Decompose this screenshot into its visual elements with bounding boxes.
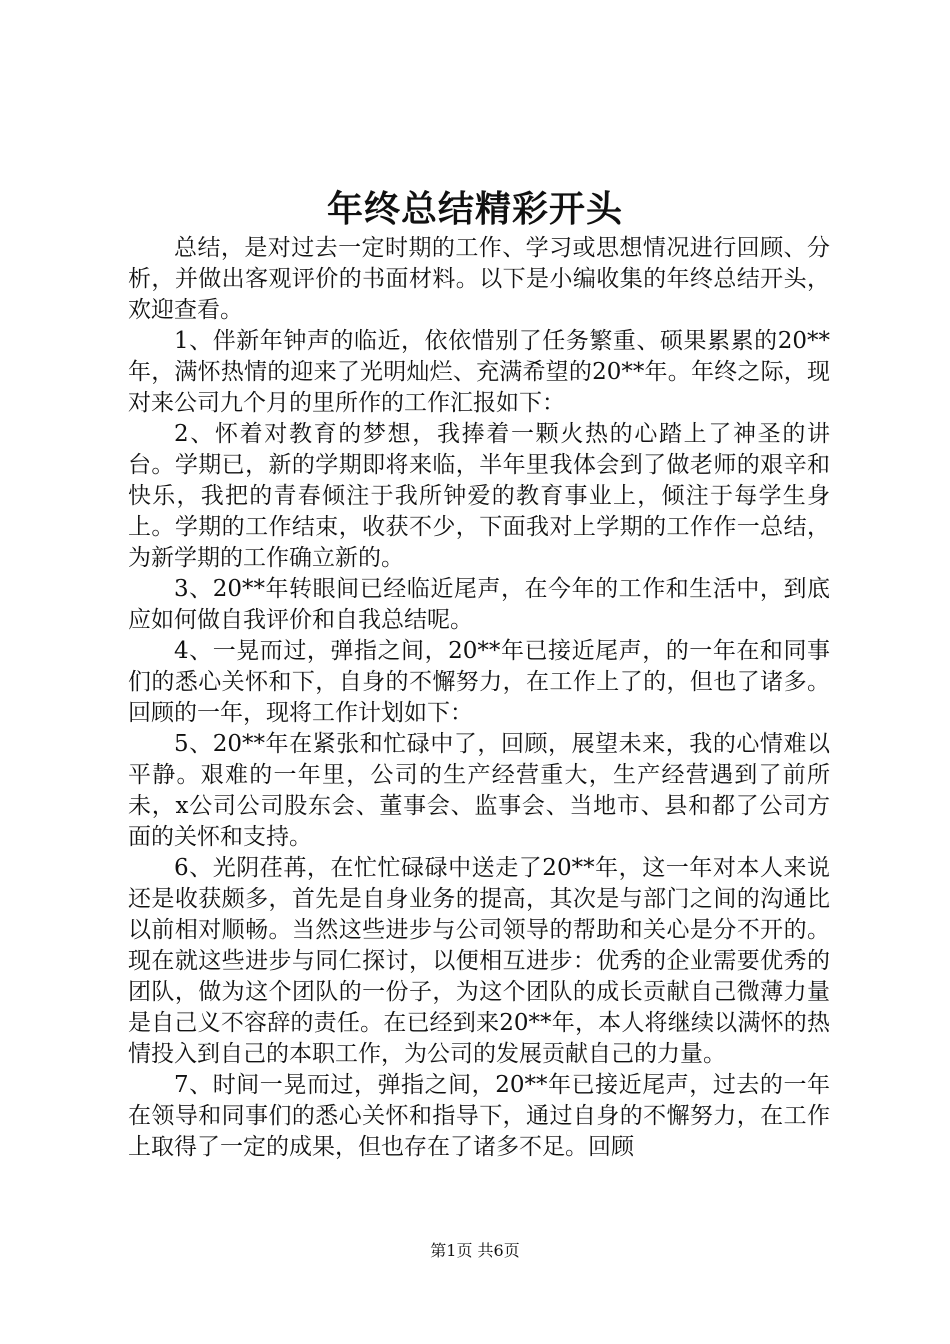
paragraph-6: 6、光阴荏苒，在忙忙碌碌中送走了20**年，这一年对本人来说还是收获颇多，首先是自身业务的提高，其次是与部门之间的沟通比以前相对顺畅。当然这些进步与公司领导的帮助和关心是分不开的。现在就这些进步与同仁探讨，以便相互进步：优秀的企业需要优秀的团队，做为这个团队的一份子，为这个团队的成长贡献自己微薄力量是自己义不容辞的责任。在已经到来20**年，本人将继续以满怀的热情投入到自己的本职工作，为公司的发展贡献自己的力量。	[128, 855, 830, 1067]
paragraph-4: 4、一晃而过，弹指之间，20**年已接近尾声，的一年在和同事们的悉心关怀和下，自身的不懈努力，在工作上了的，但也了诸多。回顾的一年，现将工作计划如下：	[128, 638, 830, 726]
paragraph-5: 5、20**年在紧张和忙碌中了，回顾，展望未来，我的心情难以平静。艰难的一年里，公司的生产经营重大，生产经营遇到了前所未，x公司公司股东会、董事会、监事会、当地市、县和都了公司方面的关怀和支持。	[128, 731, 830, 850]
page-number-footer: 第1页 共6页	[430, 1241, 520, 1260]
paragraph-3: 3、20**年转眼间已经临近尾声，在今年的工作和生活中，到底应如何做自我评价和自我总结呢。	[128, 576, 830, 633]
document-body	[128, 233, 830, 1163]
paragraph-2: 2、怀着对教育的梦想，我捧着一颗火热的心踏上了神圣的讲台。学期已，新的学期即将来临，半年里我体会到了做老师的艰辛和快乐，我把的青春倾注于我所钟爱的教育事业上，倾注于每学生身上。学期的工作结束，收获不少，下面我对上学期的工作作一总结，为新学期的工作确立新的。	[128, 421, 830, 571]
paragraph-1: 1、伴新年钟声的临近，依依惜别了任务繁重、硕果累累的20**年，满怀热情的迎来了光明灿烂、充满希望的20**年。年终之际，现对来公司九个月的里所作的工作汇报如下：	[128, 328, 830, 416]
document-title: 年终总结精彩开头	[326, 188, 623, 230]
paragraph-7: 7、时间一晃而过，弹指之间，20**年已接近尾声，过去的一年在领导和同事们的悉心关怀和指导下，通过自身的不懈努力，在工作上取得了一定的成果，但也存在了诸多不足。回顾	[128, 1072, 830, 1160]
paragraph-intro: 总结，是对过去一定时期的工作、学习或思想情况进行回顾、分析，并做出客观评价的书面材料。以下是小编收集的年终总结开头，欢迎查看。	[128, 235, 830, 323]
